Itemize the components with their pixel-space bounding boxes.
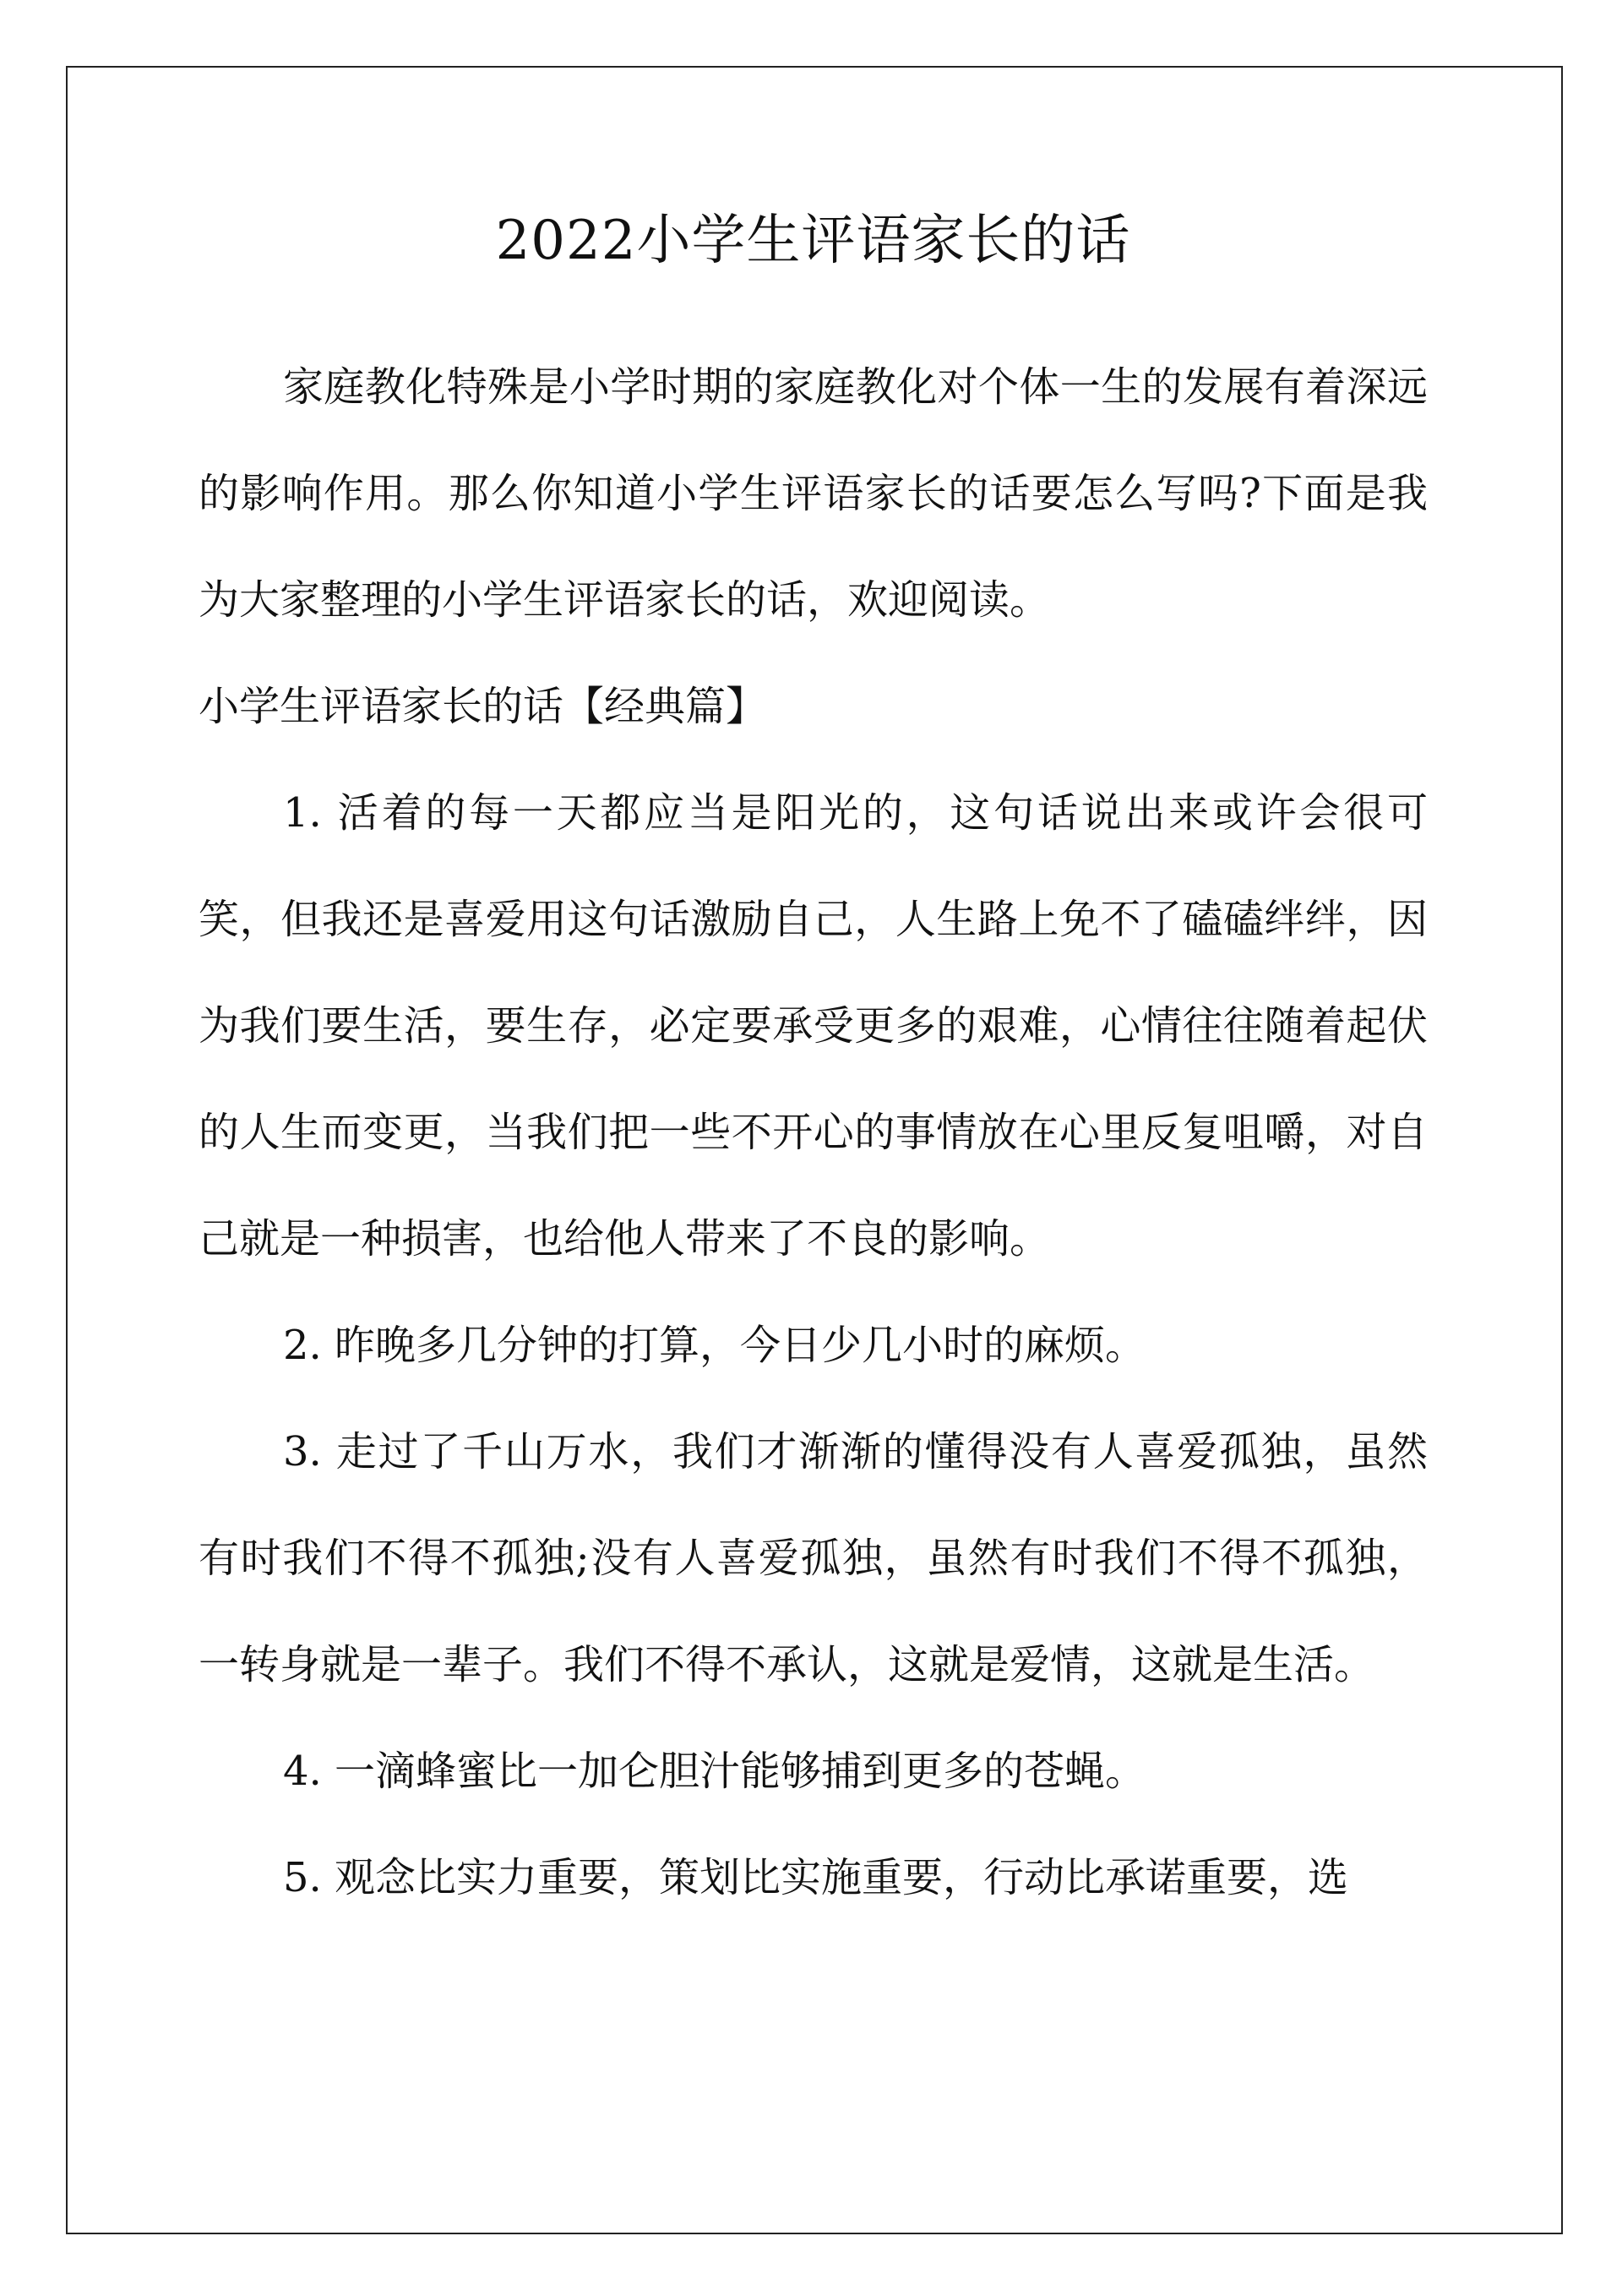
document-body (199, 334, 1428, 1931)
list-item-5: 5. 观念比实力重要，策划比实施重要，行动比承诺重要，选 (283, 1854, 1349, 1901)
list-item-2: 2. 昨晚多几分钟的打算，今日少几小时的麻烦。 (283, 1322, 1146, 1369)
section-heading: 小学生评语家长的话【经典篇】 (199, 683, 767, 730)
list-item-4: 4. 一滴蜂蜜比一加仑胆汁能够捕到更多的苍蝇。 (283, 1748, 1146, 1795)
intro-paragraph: 家庭教化特殊是小学时期的家庭教化对个体一生的发展有着深远的影响作用。那么你知道小学生评语家长的话要怎么写吗?下面是我为大家整理的小学生评语家长的话，欢迎阅读。 (199, 363, 1428, 624)
document-title: 2022小学生评语家长的话 (495, 210, 1131, 272)
list-item-3: 3. 走过了千山万水，我们才渐渐的懂得没有人喜爱孤独，虽然有时我们不得不孤独;没有人喜爱孤独，虽然有时我们不得不孤独，一转身就是一辈子。我们不得不承认，这就是爱情，这就是生活。 (199, 1428, 1428, 1688)
list-item-1: 1. 活着的每一天都应当是阳光的，这句话说出来或许会很可笑，但我还是喜爱用这句话激励自己，人生路上免不了磕磕绊绊，因为我们要生活，要生存，必定要承受更多的艰难，心情往往随着起伏的人生而变更，当我们把一些不开心的事情放在心里反复咀嚼，对自己就是一种损害，也给他人带来了不良的影响。 (199, 789, 1428, 1263)
